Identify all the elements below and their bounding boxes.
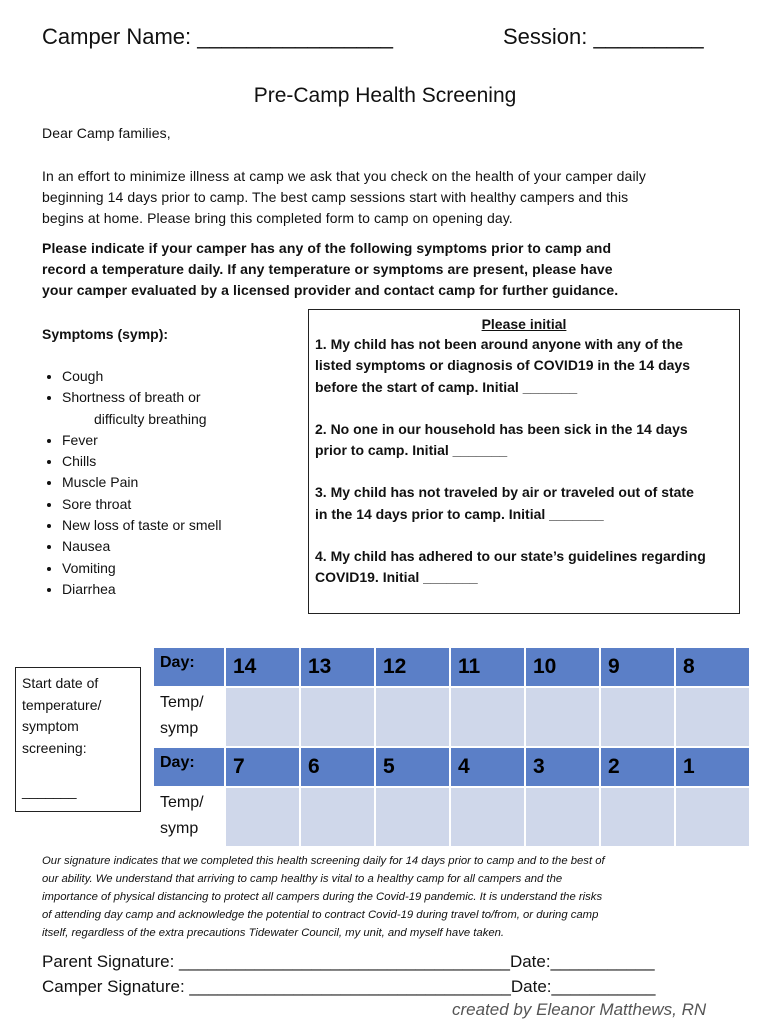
symptom-item: • Vomiting — [62, 558, 302, 579]
intro-line: begins at home. Please bring this completed form to camp on opening day. — [42, 210, 513, 226]
instruction-line: record a temperature daily. If any temperature or symptoms are present, please have — [42, 261, 613, 277]
temp-entry-cell[interactable] — [450, 687, 525, 747]
symptom-item: • Diarrhea — [62, 579, 302, 600]
day-number: 10 — [533, 655, 557, 678]
screening-grid — [152, 646, 751, 848]
day-header-cell — [300, 647, 375, 687]
start-date-label: symptom — [22, 718, 79, 734]
intro-paragraph — [42, 166, 742, 229]
initial-line: 3. My child has not traveled by air or traveled out of state — [315, 484, 694, 501]
day-number: 1 — [683, 755, 695, 778]
initial-line: 4. My child has adhered to our state’s guidelines regarding — [315, 548, 706, 565]
temp-entry-cell[interactable] — [225, 787, 300, 847]
signature-disclaimer — [42, 852, 712, 942]
disclaimer-line: Our signature indicates that we completed this health screening daily for 14 days prior to camp and to the best of — [42, 855, 605, 867]
day-number: 4 — [458, 755, 470, 778]
initial-item-3[interactable] — [309, 482, 739, 525]
day-header-cell — [600, 747, 675, 787]
day-number: 12 — [383, 655, 407, 678]
day-header-cell — [525, 647, 600, 687]
symptom-text: Shortness of breath or — [62, 389, 201, 406]
day-header-cell — [675, 747, 750, 787]
temp-entry-cell[interactable] — [375, 787, 450, 847]
temp-entry-cell[interactable] — [600, 787, 675, 847]
camper-name-field[interactable]: Camper Name: ________________ — [42, 24, 394, 49]
day-number: 14 — [233, 655, 257, 678]
initials-title: Please initial — [481, 316, 567, 332]
day-header-cell — [450, 647, 525, 687]
initial-item-2[interactable] — [309, 419, 739, 462]
temp-label — [154, 788, 224, 842]
temp-entry-cell[interactable] — [450, 787, 525, 847]
symptoms-list — [42, 366, 302, 600]
page-title: Pre-Camp Health Screening — [253, 84, 517, 107]
day-label: Day: — [160, 654, 195, 671]
temp-label — [154, 688, 224, 742]
day-number: 6 — [308, 755, 320, 778]
initial-line: prior to camp. Initial _______ — [315, 442, 508, 459]
instruction-line: your camper evaluated by a licensed provider and contact camp for further guidance. — [42, 282, 619, 298]
disclaimer-line: itself, regardless of the extra precautions Tidewater Council, my unit, and myself have taken. — [42, 927, 505, 939]
temp-label-cell — [153, 787, 225, 847]
intro-line: In an effort to minimize illness at camp we ask that you check on the health of your camper daily — [42, 168, 646, 184]
temp-label-line: Temp/ — [160, 694, 204, 711]
initial-item-1[interactable] — [309, 334, 739, 398]
symptom-continuation: difficulty breathing — [94, 410, 207, 427]
temp-entry-cell[interactable] — [600, 687, 675, 747]
start-date-label: temperature/ — [22, 696, 102, 713]
initials-box — [308, 309, 740, 614]
start-date-blank[interactable]: _______ — [22, 783, 77, 799]
parent-signature-field[interactable]: Parent Signature: ___________________________________Date:___________ — [42, 952, 655, 971]
temp-entry-cell[interactable] — [525, 787, 600, 847]
disclaimer-line: of attending day camp and acknowledge the potential to contract Covid-19 during travel to/from, or during camp — [42, 909, 599, 921]
temp-label-line: symp — [160, 720, 199, 737]
author-credit: created by Eleanor Matthews, RN — [452, 1000, 707, 1019]
day-header-cell — [675, 647, 750, 687]
symptom-item: • Fever — [62, 430, 302, 451]
day-header-cell — [375, 647, 450, 687]
temp-entry-cell[interactable] — [675, 687, 750, 747]
greeting: Dear Camp families, — [42, 125, 171, 141]
start-date-box[interactable] — [15, 667, 141, 812]
day-number: 3 — [533, 755, 545, 778]
disclaimer-line: importance of physical distancing to protect all campers during the Covid-19 pandemic. It is understand the risks — [42, 891, 603, 903]
initial-line: 1. My child has not been around anyone with any of the — [315, 336, 683, 352]
initial-line: listed symptoms or diagnosis of COVID19 in the 14 days — [315, 357, 690, 374]
initial-item-4[interactable] — [309, 546, 739, 589]
day-header-cell — [225, 747, 300, 787]
symptom-item: • Muscle Pain — [62, 472, 302, 493]
temp-entry-cell[interactable] — [525, 687, 600, 747]
day-header-cell — [525, 747, 600, 787]
initial-line: COVID19. Initial _______ — [315, 569, 478, 586]
temp-entry-cell[interactable] — [375, 687, 450, 747]
start-date-label: Start date of — [22, 675, 99, 691]
temp-entry-cell[interactable] — [225, 687, 300, 747]
temp-label-line: symp — [160, 820, 199, 837]
day-header-cell — [375, 747, 450, 787]
symptom-item: • Sore throat — [62, 494, 302, 515]
camper-signature-field[interactable]: Camper Signature: __________________________________Date:___________ — [42, 977, 656, 996]
temp-entry-cell[interactable] — [300, 787, 375, 847]
temp-entry-cell[interactable] — [675, 787, 750, 847]
instruction-paragraph — [42, 238, 742, 301]
day-number: 5 — [383, 755, 395, 778]
instruction-line: Please indicate if your camper has any of the following symptoms prior to camp and — [42, 240, 612, 256]
initial-line: in the 14 days prior to camp. Initial _______ — [315, 505, 604, 522]
initial-line: 2. No one in our household has been sick in the 14 days — [315, 420, 688, 437]
symptom-item — [62, 387, 302, 430]
day-number: 7 — [233, 755, 245, 778]
disclaimer-line: our ability. We understand that arriving to camp healthy is vital to a healthy camp for all campers and the — [42, 873, 563, 885]
symptoms-heading: Symptoms (symp): — [42, 326, 169, 342]
temp-label-cell — [153, 687, 225, 747]
symptom-item: • Nausea — [62, 536, 302, 557]
day-label: Day: — [160, 754, 195, 771]
start-date-label: screening: — [22, 739, 87, 756]
day-header-cell — [600, 647, 675, 687]
session-field[interactable]: Session: _________ — [503, 24, 704, 49]
day-number: 8 — [683, 655, 695, 678]
intro-line: beginning 14 days prior to camp. The best camp sessions start with healthy campers and this — [42, 189, 629, 205]
day-number: 9 — [608, 655, 620, 678]
day-header-cell — [450, 747, 525, 787]
symptom-item: • New loss of taste or smell — [62, 515, 302, 536]
day-header-cell — [300, 747, 375, 787]
temp-label-line: Temp/ — [160, 794, 204, 811]
symptom-item: • Cough — [62, 366, 302, 387]
temp-entry-cell[interactable] — [300, 687, 375, 747]
day-number: 2 — [608, 755, 620, 778]
day-label-cell — [153, 747, 225, 787]
initial-line: before the start of camp. Initial _______ — [315, 378, 578, 395]
day-number: 13 — [308, 655, 332, 678]
day-header-cell — [225, 647, 300, 687]
day-number: 11 — [458, 655, 481, 678]
symptom-item: • Chills — [62, 451, 302, 472]
day-label-cell — [153, 647, 225, 687]
